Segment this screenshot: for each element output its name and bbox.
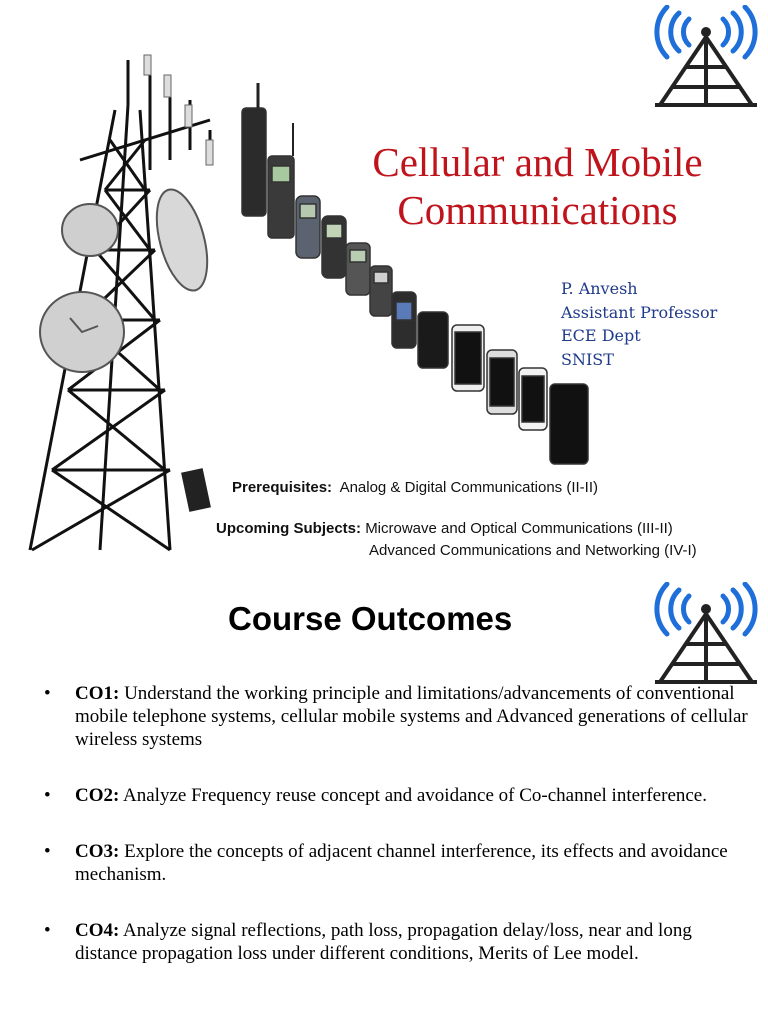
phone-evolution-illustration: [238, 78, 598, 470]
title-line-2: Communications: [397, 187, 678, 233]
author-name: P. Anvesh: [561, 279, 638, 298]
outcome-label: CO2:: [75, 785, 120, 806]
upcoming-line-1: Microwave and Optical Communications (III-II): [365, 520, 673, 537]
cell-tower-illustration: [20, 50, 220, 555]
page-title: [330, 138, 745, 234]
author-dept: ECE Dept: [561, 326, 641, 345]
list-item: [44, 784, 756, 807]
upcoming-subjects: [216, 518, 697, 562]
list-item: [44, 840, 756, 886]
outcome-label: CO1:: [75, 683, 120, 704]
author-role: Assistant Professor: [561, 302, 718, 322]
outcome-text: Analyze signal reflections, path loss, propagation delay/loss, near and long distance propagation loss under different conditions, Merits of Lee model.: [75, 920, 692, 964]
course-outcomes-list: [44, 682, 756, 998]
prerequisites-value: Analog & Digital Communications (II-II): [339, 479, 598, 496]
upcoming-line-2: Advanced Communications and Networking (IV-I): [369, 542, 697, 559]
title-line-1: Cellular and Mobile: [372, 139, 703, 185]
outcome-label: CO3:: [75, 841, 120, 862]
list-item: [44, 682, 756, 751]
course-outcomes-heading: Course Outcomes: [228, 600, 513, 637]
author-block: [561, 277, 717, 371]
prerequisites-label: Prerequisites:: [232, 479, 333, 496]
outcome-text: Explore the concepts of adjacent channel interference, its effects and avoidance mechanism.: [75, 841, 728, 885]
list-item: [44, 919, 756, 965]
prerequisites: [232, 479, 598, 496]
outcome-label: CO4:: [75, 920, 120, 941]
upcoming-label: Upcoming Subjects:: [216, 520, 362, 537]
outcome-text: Understand the working principle and limitations/advancements of conventional mobile telephone systems, cellular mobile systems and Advanced generations of cellular wireless systems: [75, 683, 748, 750]
outcome-text: Analyze Frequency reuse concept and avoidance of Co-channel interference.: [123, 785, 707, 806]
antenna-signal-icon-2: [645, 582, 767, 686]
author-institute: SNIST: [561, 349, 614, 369]
antenna-signal-icon: [645, 5, 767, 109]
